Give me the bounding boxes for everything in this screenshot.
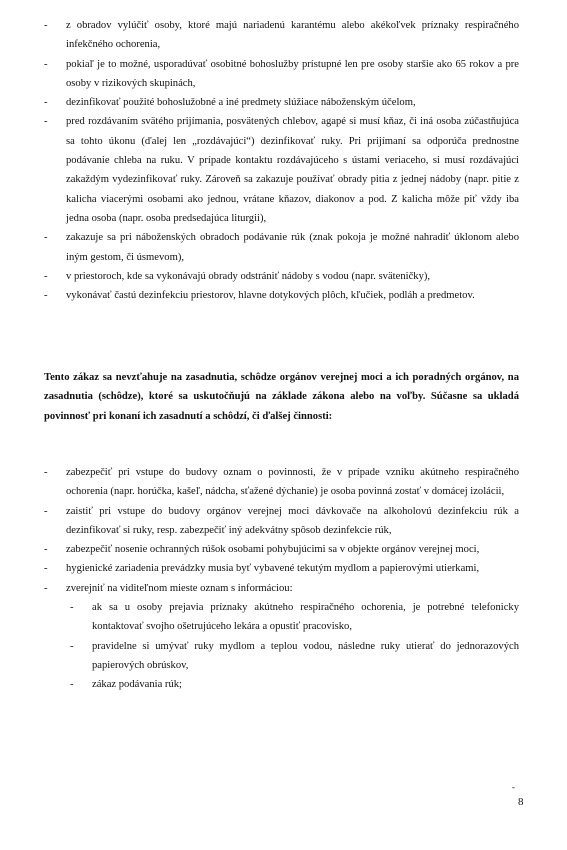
exemption-paragraph: Tento zákaz sa nevzťahuje na zasadnutia, schôdze orgánov verejnej moci a ich poradných orgánov, na zasadnutia (schôdze), ktoré sa uskutočňujú na základe zákona alebo na voľby. Súčasne sa ukladá povinnosť pri konaní ich zasadnutí a schôdzí, či ďalšej činnosti: bbox=[44, 372, 519, 422]
list-item bbox=[44, 502, 519, 541]
list-item bbox=[44, 16, 519, 55]
list-item-text: pred rozdávaním svätého prijímania, posvätených chlebov, agapé si musí kňaz, či iná osoba zúčastňujúca sa tohto úkonu (ďalej len „rozdávajúci“) dezinfikovať ruky. Pri prijímaní sa odporúča prednostne podávanie chleba na ruku. V prípade kontaktu rozdávajúceho s ústami veriaceho, si musí rozdávajúci zakaždým vydezinfikovať ruky. Zároveň sa zakazuje používať obrady pitia z jednej nádoby (napr. pitie z kalicha viacerými osobami ako jednou, vrátane kňazov, diakonov a pod. Z kalicha môže piť vždy iba jedna osoba (napr. osoba predsedajúca liturgii), bbox=[66, 116, 519, 224]
bullet-dash: - bbox=[44, 58, 48, 70]
list-item bbox=[44, 286, 519, 305]
bullet-dash: - bbox=[44, 270, 48, 282]
sublist-item-text: pravidelne si umývať ruky mydlom a teplou vodou, následne ruky utierať do jednorazových papierových obrúskov, bbox=[92, 640, 519, 671]
bullet-dash: - bbox=[70, 679, 74, 691]
sublist-item bbox=[70, 675, 519, 694]
bullet-dash: - bbox=[44, 505, 48, 517]
sublist-item bbox=[70, 637, 519, 676]
list-item-text: zabezpečiť nosenie ochranných rúšok osobami pohybujúcimi sa v objekte orgánov verejnej moci, bbox=[66, 544, 480, 556]
bullet-dash: - bbox=[44, 544, 48, 556]
bullet-dash: - bbox=[44, 116, 48, 128]
page-number: 8 bbox=[518, 796, 524, 808]
list-item bbox=[44, 228, 519, 267]
notice-sublist bbox=[66, 598, 519, 694]
list-item-text: v priestoroch, kde sa vykonávajú obrady odstrániť nádoby s vodou (napr. sväteničky), bbox=[66, 270, 431, 282]
bullet-dash: - bbox=[44, 232, 48, 244]
bullet-dash: - bbox=[44, 563, 48, 575]
list-item-text: z obradov vylúčiť osoby, ktoré majú nariadenú karantému alebo akékoľvek príznaky respiračného infekčného ochorenia, bbox=[66, 20, 519, 51]
list-item-text: zaistiť pri vstupe do budovy orgánov verejnej moci dávkovače na alkoholovú dezinfekciu rúk a dezinfikovať si ruky, resp. zabezpečiť iný adekvátny spôsob dezinfekcie rúk, bbox=[66, 505, 519, 536]
bullet-dash: - bbox=[70, 602, 74, 614]
list-item-text: vykonávať častú dezinfekciu priestorov, hlavne dotykových plôch, kľučiek, podláh a predmetov. bbox=[66, 290, 475, 302]
list-item-text: zverejniť na viditeľnom mieste oznam s informáciou: bbox=[66, 582, 293, 594]
list-item-text: dezinfikovať použité bohoslužobné a iné predmety slúžiace náboženským účelom, bbox=[66, 97, 416, 109]
list-item bbox=[44, 559, 519, 578]
list-item bbox=[44, 579, 519, 695]
list-item-text: zabezpečiť pri vstupe do budovy oznam o povinnosti, že v prípade vzniku akútneho respiračného ochorenia (napr. horúčka, kašeľ, nádcha, sťažené dýchanie) je osoba povinná zostať v domácej izolácii, bbox=[66, 467, 519, 498]
sublist-item-text: ak sa u osoby prejavia príznaky akútneho respiračného ochorenia, je potrebné telefonicky kontaktovať svojho ošetrujúceho lekára a opustiť pracovisko, bbox=[92, 602, 519, 633]
bullet-dash: - bbox=[44, 290, 48, 302]
sublist-item bbox=[70, 598, 519, 637]
bullet-dash: - bbox=[44, 582, 48, 594]
restrictions-list bbox=[44, 16, 519, 305]
sublist-item-text: zákaz podávania rúk; bbox=[92, 679, 183, 691]
bullet-dash: - bbox=[44, 20, 48, 31]
bullet-dash: - bbox=[70, 640, 74, 652]
list-item-text: hygienické zariadenia prevádzky musia byť vybavené tekutým mydlom a papierovými utierkami, bbox=[66, 563, 480, 575]
list-item bbox=[44, 93, 519, 112]
bullet-dash: - bbox=[44, 467, 48, 478]
list-item bbox=[44, 540, 519, 559]
list-item bbox=[44, 267, 519, 286]
list-item bbox=[44, 55, 519, 94]
list-item-text: zakazuje sa pri náboženských obradoch podávanie rúk (znak pokoja je možné nahradiť úklonom alebo iným gestom, či úsmevom), bbox=[66, 232, 519, 263]
list-item bbox=[44, 463, 519, 502]
list-item bbox=[44, 112, 519, 228]
page-mark: - bbox=[512, 782, 515, 792]
list-item-text: pokiaľ je to možné, usporadúvať osobitné bohoslužby prístupné len pre osoby staršie ako 65 rokov a pre osoby v rizikových skupinách, bbox=[66, 58, 519, 89]
bullet-dash: - bbox=[44, 97, 48, 109]
obligations-list bbox=[44, 463, 519, 695]
